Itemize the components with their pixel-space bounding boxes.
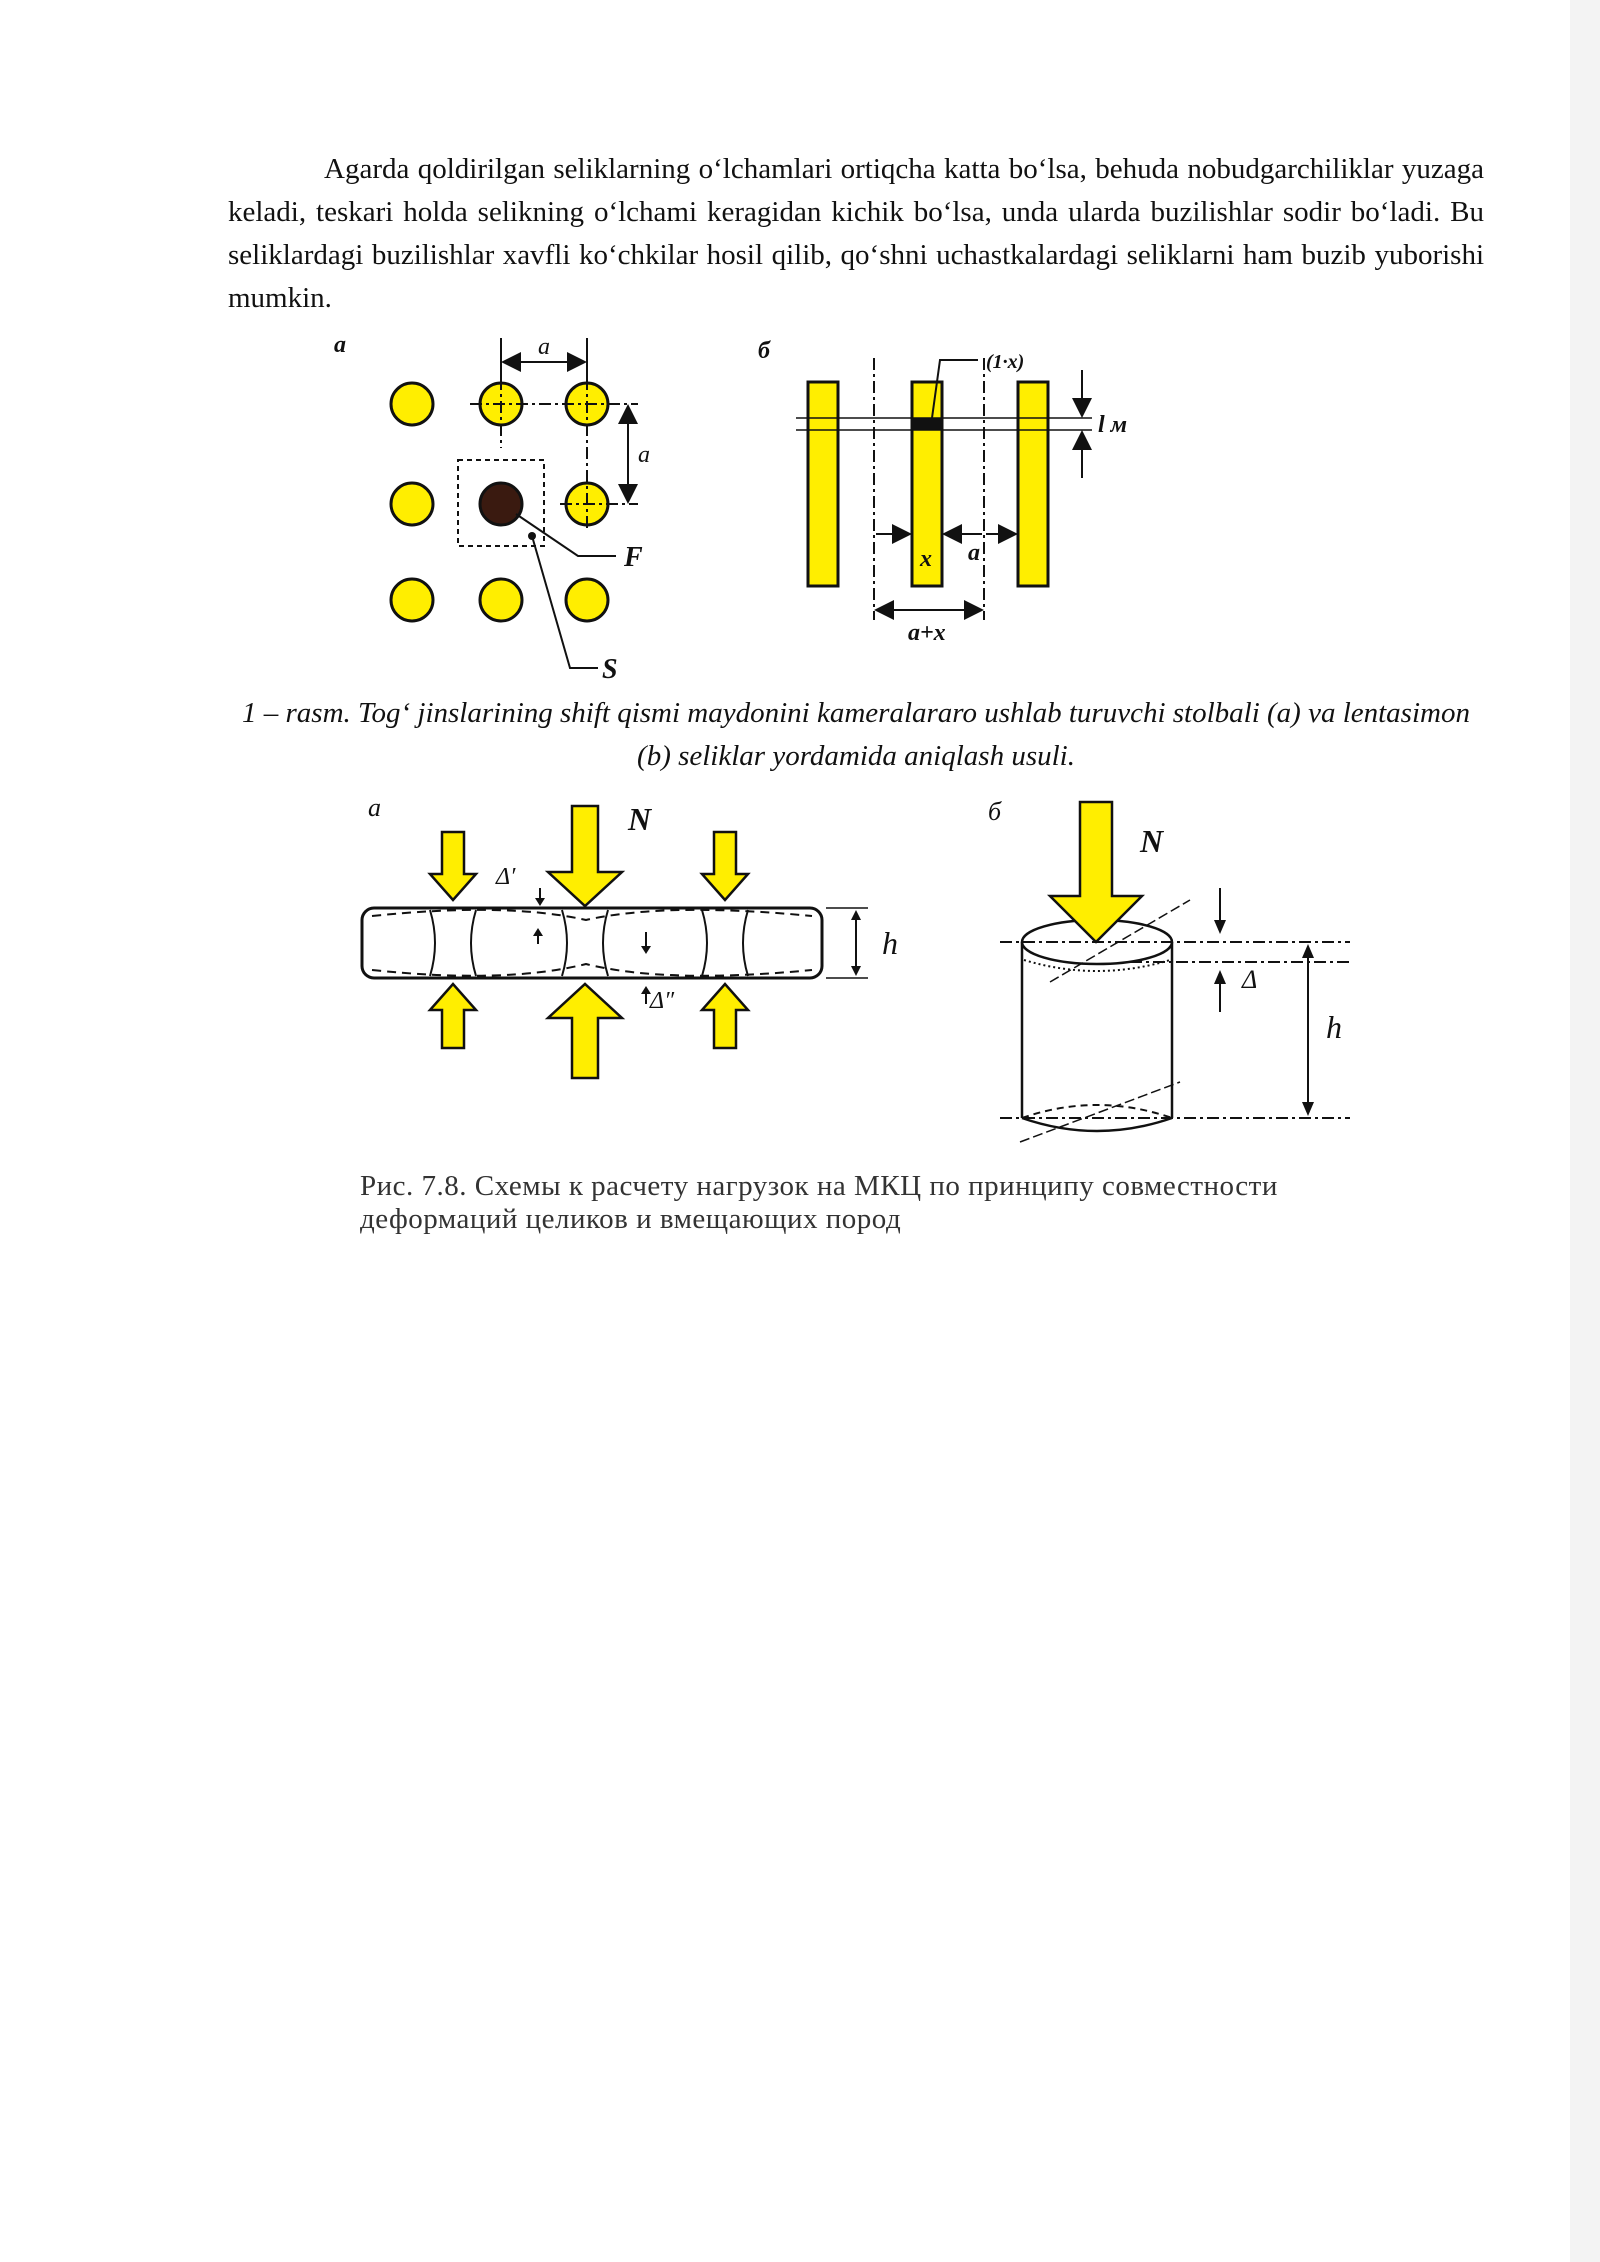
dim-top-a: a xyxy=(538,334,550,360)
label-ax: a+x xyxy=(908,620,946,646)
strip-pillar xyxy=(808,382,838,586)
pillar xyxy=(480,579,522,621)
pillar xyxy=(391,483,433,525)
figure2-panel-a xyxy=(356,792,936,1092)
load-arrow xyxy=(430,832,476,900)
cylinder-body xyxy=(1022,942,1172,1122)
label-lm: l м xyxy=(1098,412,1128,438)
delta-double-prime: Δ″ xyxy=(650,988,675,1014)
reaction-arrow xyxy=(430,984,476,1048)
figure2-panel-b xyxy=(980,792,1380,1172)
pillar xyxy=(391,579,433,621)
body-paragraph: Agarda qoldirilgan seliklarning o‘lchamlari ortiqcha katta bo‘lsa, behuda nobudgarchiliklar yuzaga keladi, teskari holda selikning o‘lchami keragidan kichik bo‘lsa, unda ularda buzilishlar sodir bo‘ladi. Bu seliklardagi buzilishlar xavfli ko‘chkilar hosil qilib, qo‘shni uchastkalardagi seliklarni ham buzib yuborishi mumkin. xyxy=(228,153,1484,314)
fig2-panel-b-label: б xyxy=(988,797,1002,826)
pillar xyxy=(391,383,433,425)
label-x: x xyxy=(920,546,932,572)
fig2-panel-a-label: а xyxy=(368,793,381,822)
label-S: S xyxy=(602,654,618,685)
label-delta-b: Δ xyxy=(1242,965,1258,994)
figure1-caption: 1 – rasm. Tog‘ jinslarining shift qismi maydonini kameralararo ushlab turuvchi stolbali (a) va lentasimon (b) seliklar yordamida aniqlash usuli. xyxy=(242,697,1470,772)
label-a: a xyxy=(968,540,980,566)
strip-pillar xyxy=(1018,382,1048,586)
figure2-caption: Рис. 7.8. Схемы к расчету нагрузок на МКЦ по принципу совместности деформаций целиков и вмещающих пород xyxy=(360,1170,1278,1235)
label-N-a: N xyxy=(628,801,652,837)
label-N-b: N xyxy=(1140,823,1164,859)
panel-a-label: a xyxy=(334,332,346,358)
label-cell: (1·x) xyxy=(986,351,1025,373)
page-edge-shadow xyxy=(1570,0,1600,2262)
panel-b-label: б xyxy=(758,338,770,364)
figure1-panel-a xyxy=(320,332,680,688)
label-F: F xyxy=(624,542,643,573)
label-h-b: h xyxy=(1326,1009,1342,1045)
pillar xyxy=(566,579,608,621)
dark-pillar xyxy=(480,483,522,525)
figure1-panel-b xyxy=(752,338,1172,648)
load-arrow-main xyxy=(548,806,622,906)
slab xyxy=(362,908,822,978)
dim-side-a: a xyxy=(638,442,650,468)
delta-prime: Δ′ xyxy=(496,864,516,890)
cell-element xyxy=(912,418,942,430)
load-arrow xyxy=(702,832,748,900)
reaction-arrow xyxy=(702,984,748,1048)
reaction-arrow-main xyxy=(548,984,622,1078)
label-h-a: h xyxy=(882,925,898,961)
